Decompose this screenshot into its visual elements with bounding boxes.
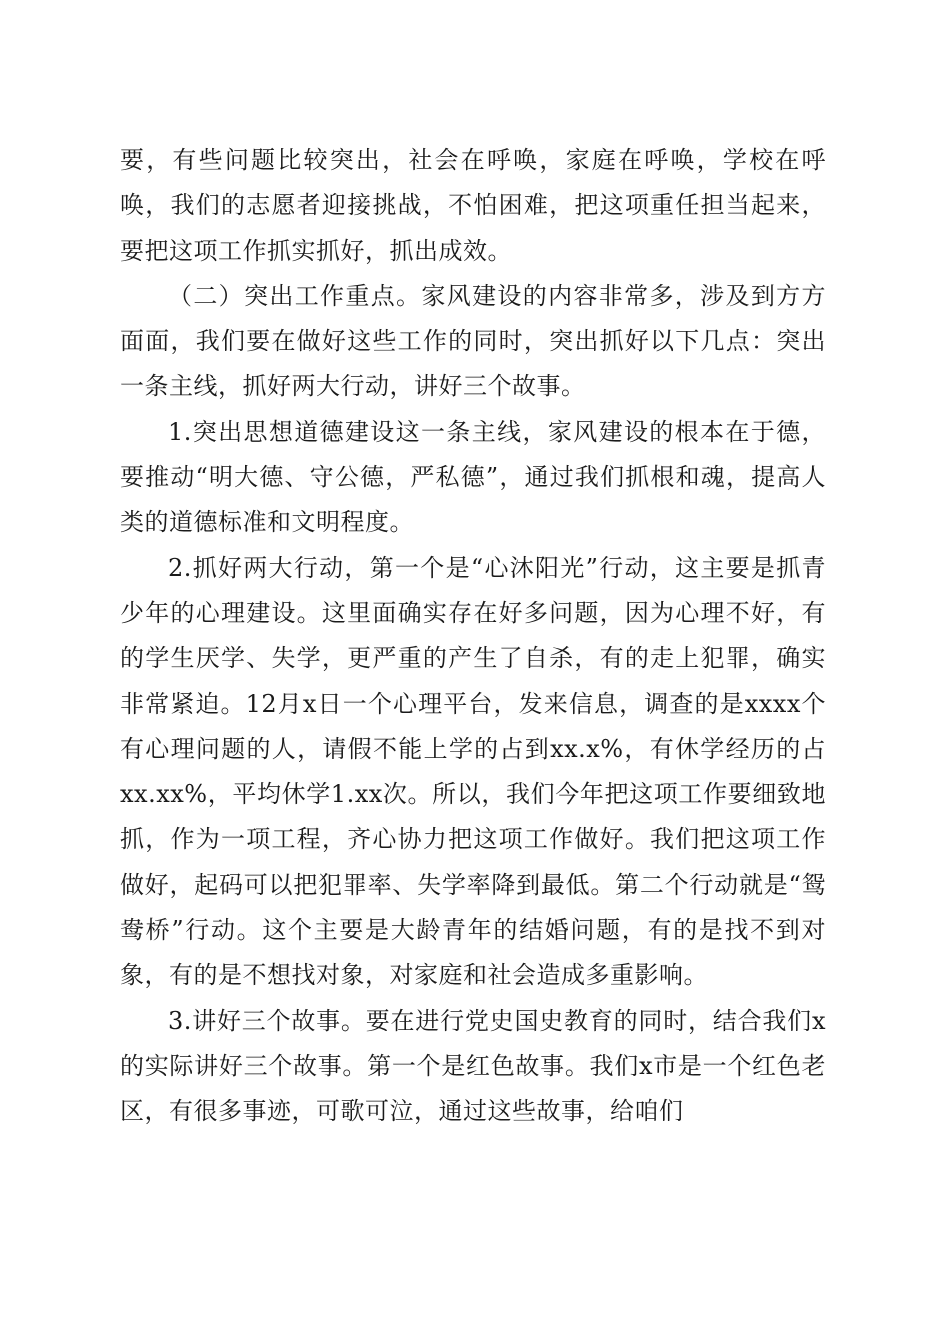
paragraph-continuation: 要，有些问题比较突出，社会在呼唤，家庭在呼唤，学校在呼唤，我们的志愿者迎接挑战，不怕困难，把这项重任担当起来，要把这项工作抓实抓好，抓出成效。: [120, 146, 826, 265]
paragraph-point-3: 3.讲好三个故事。要在进行党史国史教育的同时，结合我们x的实际讲好三个故事。第一个是红色故事。我们x市是一个红色老区，有很多事迹，可歌可泣，通过这些故事，给咱们: [120, 1006, 826, 1126]
paragraph-point-2: 2.抓好两大行动，第一个是“心沐阳光”行动，这主要是抓青少年的心理建设。这里面确实存在好多问题，因为心理不好，有的学生厌学、失学，更严重的产生了自杀，有的走上犯罪，确实非常紧迫。12月x日一个心理平台，发来信息，调查的是xxxx个有心理问题的人，请假不能上学的占到xx.x%，有休学经历的占xx.xx%，平均休学1.xx次。所以，我们今年把这项工作要细致地抓，作为一项工程，齐心协力把这项工作做好。我们把这项工作做好，起码可以把犯罪率、失学率降到最低。第二个行动就是“鸳鸯桥”行动。这个主要是大龄青年的结婚问题，有的是找不到对象，有的是不想找对象，对家庭和社会造成多重影响。: [120, 553, 826, 990]
document-body: [120, 138, 826, 1135]
paragraph-key-work: （二）突出工作重点。家风建设的内容非常多，涉及到方方面面，我们要在做好这些工作的同时，突出抓好以下几点：突出一条主线，抓好两大行动，讲好三个故事。: [120, 281, 826, 401]
paragraph-point-1: 1.突出思想道德建设这一条主线，家风建设的根本在于德，要推动“明大德、守公德，严私德”，通过我们抓根和魂，提高人类的道德标准和文明程度。: [120, 417, 826, 537]
